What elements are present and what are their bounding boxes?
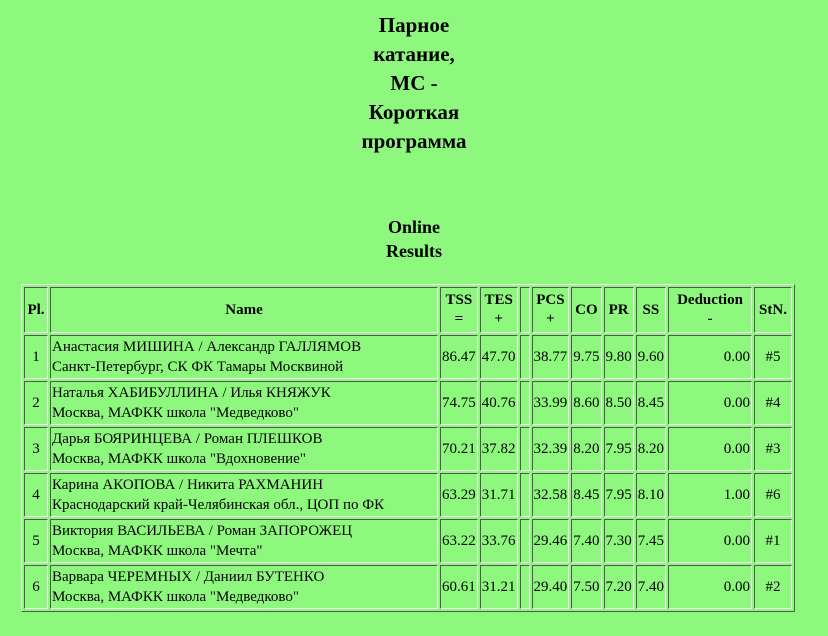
spacer-cell: [520, 473, 530, 517]
table-row: [24, 519, 792, 563]
header-tss-label: TSS: [445, 292, 473, 308]
header-pcs-label: PCS: [536, 292, 565, 308]
name-cell: [50, 473, 438, 517]
header-pcs-op: +: [546, 311, 555, 327]
tss-cell: 70.21: [440, 427, 478, 471]
name-cell: [50, 335, 438, 379]
header-deduction-label: Deduction: [677, 292, 743, 308]
pair-names: Анастасия МИШИНА / Александр ГАЛЛЯМОВ: [52, 339, 362, 355]
deduction-cell: 0.00: [668, 427, 752, 471]
header-ss: SS: [636, 287, 666, 333]
ss-cell: 9.60: [636, 335, 666, 379]
pair-names: Дарья БОЯРИНЦЕВА / Роман ПЛЕШКОВ: [52, 431, 323, 447]
name-cell: [50, 427, 438, 471]
ss-cell: 8.10: [636, 473, 666, 517]
table-row: [24, 565, 792, 609]
subtitle-line: Online: [387, 217, 440, 237]
spacer-cell: [520, 335, 530, 379]
place-cell: 5: [24, 519, 48, 563]
title-line: Парное: [378, 13, 450, 37]
header-tes-op: +: [494, 311, 503, 327]
header-spacer: [520, 287, 530, 333]
pair-names: Наталья ХАБИБУЛЛИНА / Илья КНЯЖУК: [52, 385, 331, 401]
header-pr: PR: [604, 287, 634, 333]
pair-club: Москва, МАФКК школа "Вдохновение": [52, 451, 306, 467]
tss-cell: 63.29: [440, 473, 478, 517]
table-row: [24, 473, 792, 517]
co-cell: 8.20: [571, 427, 601, 471]
header-tss: [440, 287, 478, 333]
co-cell: 7.50: [571, 565, 601, 609]
tes-cell: 47.70: [480, 335, 518, 379]
pcs-cell: 29.40: [532, 565, 570, 609]
deduction-cell: 0.00: [668, 565, 752, 609]
name-cell: [50, 565, 438, 609]
start-number-cell: #4: [754, 381, 792, 425]
deduction-cell: 0.00: [668, 335, 752, 379]
table-row: [24, 335, 792, 379]
spacer-cell: [520, 565, 530, 609]
spacer-cell: [520, 427, 530, 471]
place-cell: 4: [24, 473, 48, 517]
pair-club: Краснодарский край-Челябинская обл., ЦОП по ФК: [52, 497, 385, 513]
table-row: [24, 427, 792, 471]
pair-names: Виктория ВАСИЛЬЕВА / Роман ЗАПОРОЖЕЦ: [52, 523, 353, 539]
pr-cell: 7.95: [604, 427, 634, 471]
co-cell: 8.60: [571, 381, 601, 425]
tes-cell: 40.76: [480, 381, 518, 425]
start-number-cell: #5: [754, 335, 792, 379]
pcs-cell: 29.46: [532, 519, 570, 563]
header-name: Name: [50, 287, 438, 333]
header-pcs: [532, 287, 570, 333]
place-cell: 1: [24, 335, 48, 379]
pcs-cell: 32.58: [532, 473, 570, 517]
title-line: Короткая: [368, 100, 460, 124]
header-co: CO: [571, 287, 601, 333]
table-row: [24, 381, 792, 425]
header-start-number: StN.: [754, 287, 792, 333]
title-line: программа: [361, 129, 467, 153]
ss-cell: 8.45: [636, 381, 666, 425]
header-tss-op: =: [454, 311, 464, 327]
results-table: [21, 284, 795, 612]
page-subtitle: [0, 215, 828, 263]
pr-cell: 7.30: [604, 519, 634, 563]
deduction-cell: 0.00: [668, 381, 752, 425]
subtitle-line: Results: [385, 241, 442, 261]
pair-club: Москва, МАФКК школа "Мечта": [52, 543, 263, 559]
start-number-cell: #2: [754, 565, 792, 609]
place-cell: 6: [24, 565, 48, 609]
ss-cell: 7.40: [636, 565, 666, 609]
place-cell: 3: [24, 427, 48, 471]
title-line: МС -: [390, 71, 438, 95]
header-row: [24, 287, 792, 333]
pr-cell: 9.80: [604, 335, 634, 379]
tes-cell: 33.76: [480, 519, 518, 563]
start-number-cell: #1: [754, 519, 792, 563]
header-place: Pl.: [24, 287, 48, 333]
pr-cell: 7.95: [604, 473, 634, 517]
deduction-cell: 1.00: [668, 473, 752, 517]
header-tes: [480, 287, 518, 333]
spacer-cell: [520, 519, 530, 563]
title-line: катание,: [373, 42, 455, 66]
tss-cell: 86.47: [440, 335, 478, 379]
start-number-cell: #6: [754, 473, 792, 517]
pcs-cell: 38.77: [532, 335, 570, 379]
pair-club: Санкт-Петербург, СК ФК Тамары Москвиной: [52, 359, 344, 375]
tss-cell: 63.22: [440, 519, 478, 563]
pair-names: Карина АКОПОВА / Никита РАХМАНИН: [52, 477, 324, 493]
start-number-cell: #3: [754, 427, 792, 471]
pcs-cell: 33.99: [532, 381, 570, 425]
co-cell: 8.45: [571, 473, 601, 517]
pair-club: Москва, МАФКК школа "Медведково": [52, 405, 300, 421]
header-tes-label: TES: [484, 292, 513, 308]
name-cell: [50, 519, 438, 563]
tes-cell: 31.71: [480, 473, 518, 517]
page-title: [0, 11, 828, 156]
tss-cell: 74.75: [440, 381, 478, 425]
place-cell: 2: [24, 381, 48, 425]
pair-names: Варвара ЧЕРЕМНЫХ / Даниил БУТЕНКО: [52, 569, 325, 585]
pair-club: Москва, МАФКК школа "Медведково": [52, 589, 300, 605]
tes-cell: 37.82: [480, 427, 518, 471]
co-cell: 7.40: [571, 519, 601, 563]
results-body: [24, 335, 792, 609]
pr-cell: 7.20: [604, 565, 634, 609]
tss-cell: 60.61: [440, 565, 478, 609]
tes-cell: 31.21: [480, 565, 518, 609]
pcs-cell: 32.39: [532, 427, 570, 471]
co-cell: 9.75: [571, 335, 601, 379]
header-deduction-op: -: [707, 311, 713, 327]
ss-cell: 7.45: [636, 519, 666, 563]
deduction-cell: 0.00: [668, 519, 752, 563]
pr-cell: 8.50: [604, 381, 634, 425]
ss-cell: 8.20: [636, 427, 666, 471]
spacer-cell: [520, 381, 530, 425]
header-deduction: [668, 287, 752, 333]
name-cell: [50, 381, 438, 425]
